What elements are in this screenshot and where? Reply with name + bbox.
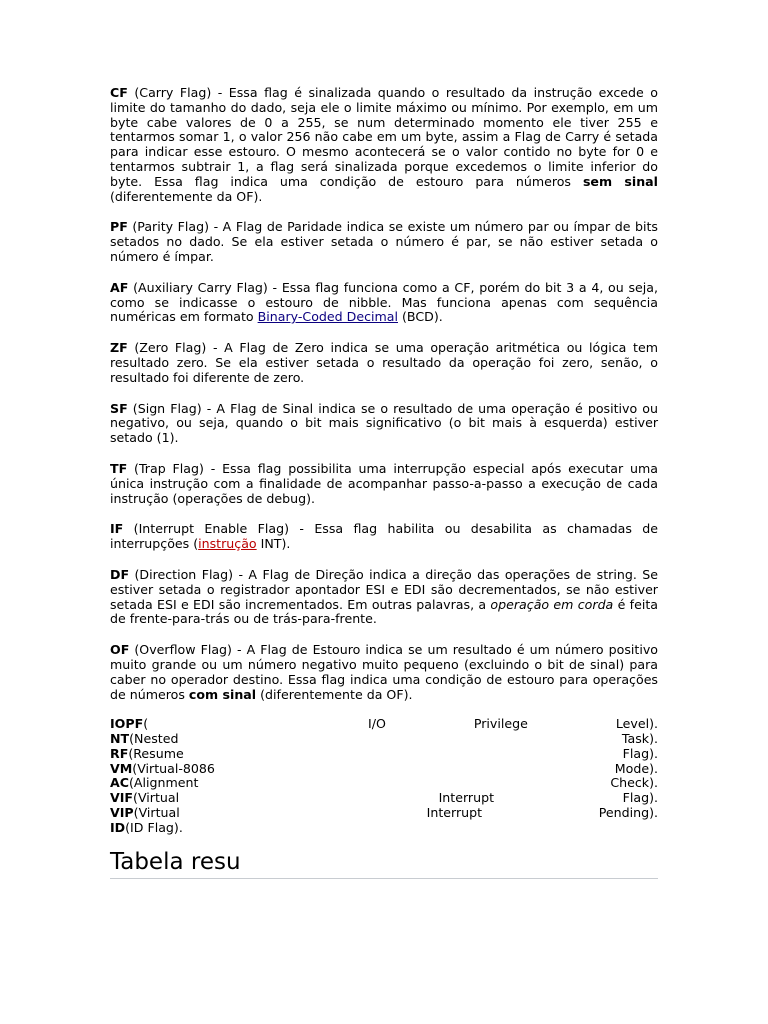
flag-row-ac <box>110 776 658 791</box>
flag-row-id <box>110 821 658 836</box>
vm-end: Mode). <box>614 760 658 776</box>
paragraph-pf <box>110 220 658 264</box>
rf-end: Flag). <box>622 745 658 761</box>
cf-text: (Carry Flag) - Essa flag é sinalizada quando o resultado da instrução excede o limite do tamanho do dado, seja ele o limite máximo ou mínimo. Por exemplo, em um byte cabe valores de 0 a 255, se num determinado momento ele tiver 255 e tentarmos somar 1, o valor 256 não cabe em um byte, assim a Flag de Carry é setada para indicar esse estouro. O mesmo acontecerá se o valor contido no byte for 0 e tentarmos subtrair 1, a flag será sinalizada porque excedemos o limite inferior do byte. Essa flag indica uma condição de estouro para números <box>110 85 658 189</box>
flag-row-vip <box>110 806 658 821</box>
vip-end: Pending). <box>598 805 658 821</box>
nt-desc: (Nested <box>129 731 179 747</box>
ac-desc: (Alignment <box>129 775 199 791</box>
term-vip: VIP <box>110 805 134 821</box>
term-if: IF <box>110 521 124 537</box>
term-id: ID <box>110 819 126 835</box>
vif-word: Interrupt <box>438 790 495 806</box>
df-text-end: é feita de frente-para-trás ou de trás-para-frente. <box>110 596 658 627</box>
of-emphasis: com sinal <box>188 686 257 702</box>
id-desc: (ID Flag). <box>125 819 183 835</box>
sf-text: (Sign Flag) - A Flag de Sinal indica se o resultado de uma operação é positivo ou negativo, ou seja, quando o bit mais significativo (o bit mais à esquerda) estiver setado (1). <box>110 400 658 446</box>
iopf-word-level: Level). <box>615 716 658 732</box>
af-text: (Auxiliary Carry Flag) - Essa flag funciona como a CF, porém do bit 3 a 4, ou seja, como se indicasse o estouro de nibble. Mas funciona apenas com sequência numéricas em formato <box>110 279 658 325</box>
term-cf: CF <box>110 85 128 100</box>
df-text: (Direction Flag) - A Flag de Direção indica a direção das operações de string. Se estiver setada o registrador apontador ESI e EDI são decrementados, se não estiver setada ESI e EDI são incrementados. Em outras palavras, a <box>110 566 658 612</box>
instrucao-link[interactable]: instrução <box>198 536 257 552</box>
flags-list <box>110 717 658 835</box>
pf-text: (Parity Flag) - A Flag de Paridade indica se existe um número par ou ímpar de bits setados no dado. Se ela estiver setada o número é par, se não estiver setada o número é ímpar. <box>110 219 658 264</box>
af-text-end: (BCD). <box>398 309 443 325</box>
ac-end: Check). <box>610 775 658 791</box>
of-text-end: (diferentemente da OF). <box>256 686 413 702</box>
of-text: (Overflow Flag) - A Flag de Estouro indica se um resultado é um número positivo muito grande ou um número negativo muito pequeno (excluindo o bit de sinal) para caber no operador destino. Essa flag indica uma condição de estouro para operações de números <box>110 642 658 702</box>
paragraph-af <box>110 281 658 325</box>
term-sf: SF <box>110 400 128 416</box>
term-pf: PF <box>110 219 128 235</box>
vm-desc: (Virtual-8086 <box>132 760 215 776</box>
flag-row-vm <box>110 762 658 777</box>
tf-text: (Trap Flag) - Essa flag possibilita uma interrupção especial após executar uma única instrução com a finalidade de acompanhar passo-a-passo a execução de cada instrução (operações de debug). <box>110 460 658 506</box>
term-iopf: IOPF <box>110 716 144 732</box>
vif-end: Flag). <box>622 790 658 806</box>
paragraph-tf <box>110 462 658 506</box>
zf-text: (Zero Flag) - A Flag de Zero indica se uma operação aritmética ou lógica tem resultado zero. Se ela estiver setada o resultado da operação foi zero, senão, o resultado foi diferente de zero. <box>110 340 658 385</box>
vif-desc: (Virtual <box>133 790 180 806</box>
document-body <box>110 86 658 879</box>
flag-row-rf <box>110 747 658 762</box>
nt-end: Task). <box>621 731 658 747</box>
flag-row-nt <box>110 732 658 747</box>
cf-emphasis: sem sinal <box>582 173 659 189</box>
flag-row-iopf <box>110 717 658 732</box>
term-vm: VM <box>110 760 133 776</box>
bcd-link[interactable]: Binary-Coded Decimal <box>257 309 398 325</box>
rf-desc: (Resume <box>128 745 184 761</box>
df-italic: operação em corda <box>490 596 614 612</box>
paragraph-df <box>110 568 658 627</box>
paragraph-cf <box>110 86 658 204</box>
iopf-open: ( <box>143 716 149 732</box>
iopf-word-io: I/O <box>367 716 386 732</box>
flag-row-vif <box>110 791 658 806</box>
vip-desc: (Virtual <box>133 805 180 821</box>
term-of: OF <box>110 642 130 658</box>
term-vif: VIF <box>110 790 134 806</box>
paragraph-zf <box>110 341 658 385</box>
if-text: (Interrupt Enable Flag) - Essa flag habilita ou desabilita as chamadas de interrupções ( <box>110 521 658 552</box>
term-nt: NT <box>110 731 130 747</box>
section-heading: Tabela resu <box>110 848 658 879</box>
term-df: DF <box>110 566 130 582</box>
paragraph-sf <box>110 402 658 446</box>
cf-text-end: (diferentemente da OF). <box>110 188 263 204</box>
paragraph-if <box>110 522 658 552</box>
term-rf: RF <box>110 745 129 761</box>
if-text-end: INT). <box>256 536 291 552</box>
iopf-word-privilege: Privilege <box>473 716 528 732</box>
paragraph-of <box>110 643 658 702</box>
term-zf: ZF <box>110 340 128 356</box>
term-ac: AC <box>110 775 129 791</box>
term-af: AF <box>110 279 129 295</box>
term-tf: TF <box>110 460 128 476</box>
vip-word: Interrupt <box>426 805 483 821</box>
